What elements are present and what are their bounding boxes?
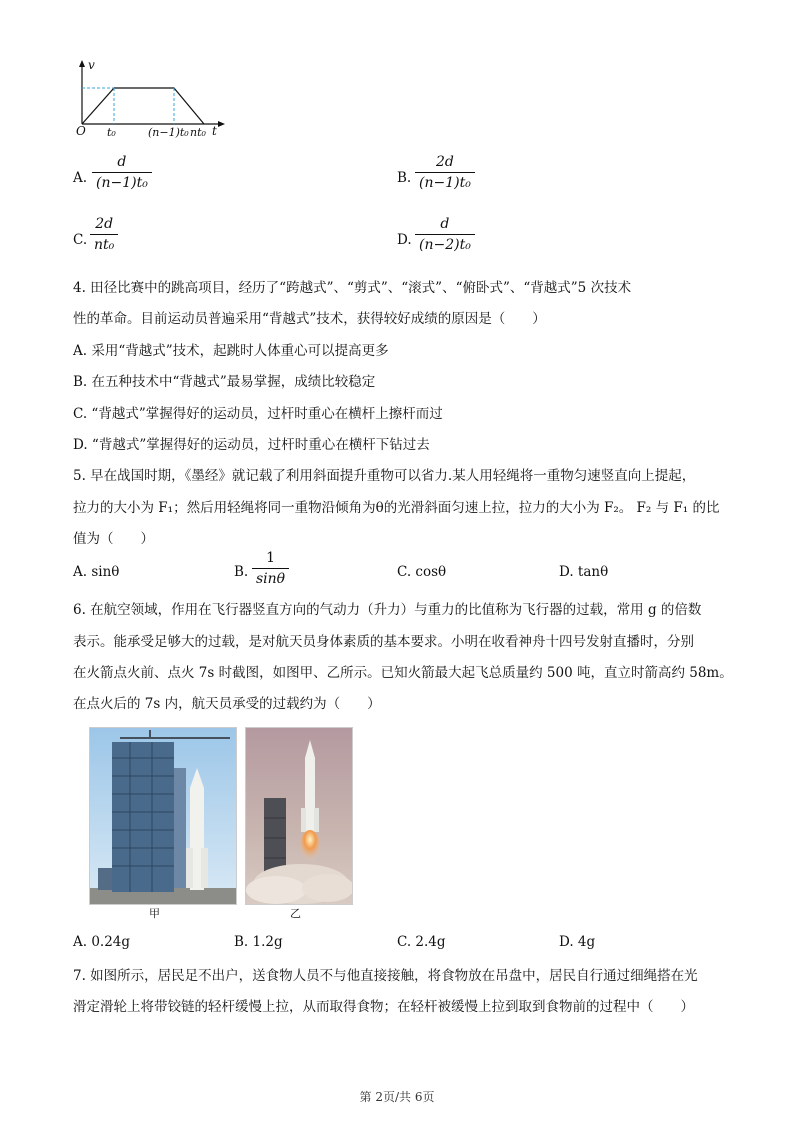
photo-caption-jia: 甲 (149, 907, 160, 920)
photo-caption-yi: 乙 (290, 907, 301, 920)
q7-stem-line-1: 7. 如图所示，居民足不出户，送食物人员不与他直接接触，将食物放在吊盘中，居民自行通过细绳搭在光 (73, 968, 698, 984)
denominator: sinθ (256, 571, 286, 587)
q5-option-c: C. cosθ (397, 564, 447, 580)
graph-origin-label: O (76, 124, 86, 138)
q6-option-a: A. 0.24g (73, 934, 131, 950)
q6-option-d: D. 4g (559, 934, 596, 950)
q6-stem-line-2: 表示。能承受足够大的过载，是对航天员身体素质的基本要求。小明在收看神舟十四号发射直播时，分别 (73, 634, 694, 650)
denominator: (n−1)t₀ (419, 175, 471, 191)
q4-option-d: D. “背越式”掌握得好的运动员，过杆时重心在横杆下钻过去 (73, 437, 430, 453)
q7-stem-line-2: 滑定滑轮上将带铰链的轻杆缓慢上拉，从而取得食物；在轻杆被缓慢上拉到取到食物前的过程中（ ） (73, 999, 694, 1015)
numerator: 2d (95, 216, 114, 232)
q5-stem-line-2: 拉力的大小为 F₁；然后用轻绳将同一重物沿倾角为θ的光滑斜面匀速上拉，拉力的大小为 F₂。 F₂ 与 F₁ 的比 (73, 500, 720, 516)
q6-stem-line-3: 在火箭点火前、点火 7s 时截图，如图甲、乙所示。已知火箭最大起飞总质量约 500 吨，直立时箭高约 58m。 (73, 665, 733, 681)
graph-t0-label: t₀ (107, 126, 116, 139)
rocket-on-tower-photo (89, 727, 237, 905)
q3-option-c-label: C. (73, 232, 88, 248)
q3-option-b-fraction (415, 154, 475, 191)
rocket-liftoff-photo (245, 727, 353, 905)
q5-option-a: A. sinθ (73, 564, 120, 580)
q3-option-a-label: A. (73, 170, 88, 186)
q4-option-b: B. 在五种技术中“背越式”最易掌握，成绩比较稳定 (73, 374, 376, 390)
q5-option-b-fraction (252, 550, 289, 587)
q4-option-c: C. “背越式”掌握得好的运动员，过杆时重心在横杆上擦杆而过 (73, 406, 443, 422)
q6-option-c: C. 2.4g (397, 934, 446, 950)
q6-stem-line-4: 在点火后的 7s 内，航天员承受的过载约为（ ） (73, 696, 381, 712)
q3-option-c-fraction (90, 216, 118, 253)
numerator: d (440, 216, 450, 232)
numerator: 1 (266, 550, 276, 566)
q3-option-b-label: B. (397, 170, 412, 186)
denominator: (n−1)t₀ (96, 175, 148, 191)
q3-option-a-fraction (92, 154, 152, 191)
q5-stem-line-1: 5. 早在战国时期，《墨经》就记载了利用斜面提升重物可以省力.某人用轻绳将一重物匀速竖直向上提起， (73, 468, 696, 484)
q5-option-d: D. tanθ (559, 564, 609, 580)
graph-t-label: t (212, 124, 217, 138)
graph-n1t0-label: (n−1)t₀ (148, 126, 189, 139)
q6-option-b: B. 1.2g (234, 934, 283, 950)
q6-stem-line-1: 6. 在航空领域，作用在飞行器竖直方向的气动力（升力）与重力的比值称为飞行器的过载，常用 g 的倍数 (73, 602, 702, 618)
q4-option-a: A. 采用“背越式”技术，起跳时人体重心可以提高更多 (73, 343, 389, 359)
denominator: nt₀ (94, 237, 115, 253)
graph-v-label: v (88, 58, 95, 72)
q5-stem-line-3: 值为（ ） (73, 531, 154, 547)
denominator: (n−2)t₀ (419, 237, 471, 253)
q5-option-b-label: B. (234, 564, 249, 580)
page-footer: 第 2页/共 6页 (359, 1090, 435, 1104)
q3-option-d-label: D. (397, 232, 412, 248)
numerator: d (117, 154, 127, 170)
graph-nt0-label: nt₀ (190, 126, 206, 139)
q3-option-d-fraction (415, 216, 475, 253)
q4-stem-line-2: 性的革命。目前运动员普遍采用“背越式”技术，获得较好成绩的原因是（ ） (73, 311, 546, 327)
q4-stem-line-1: 4. 田径比赛中的跳高项目，经历了“跨越式”、“剪式”、“滚式”、“俯卧式”、“背越式”5 次技术 (73, 280, 632, 296)
numerator: 2d (435, 154, 454, 170)
